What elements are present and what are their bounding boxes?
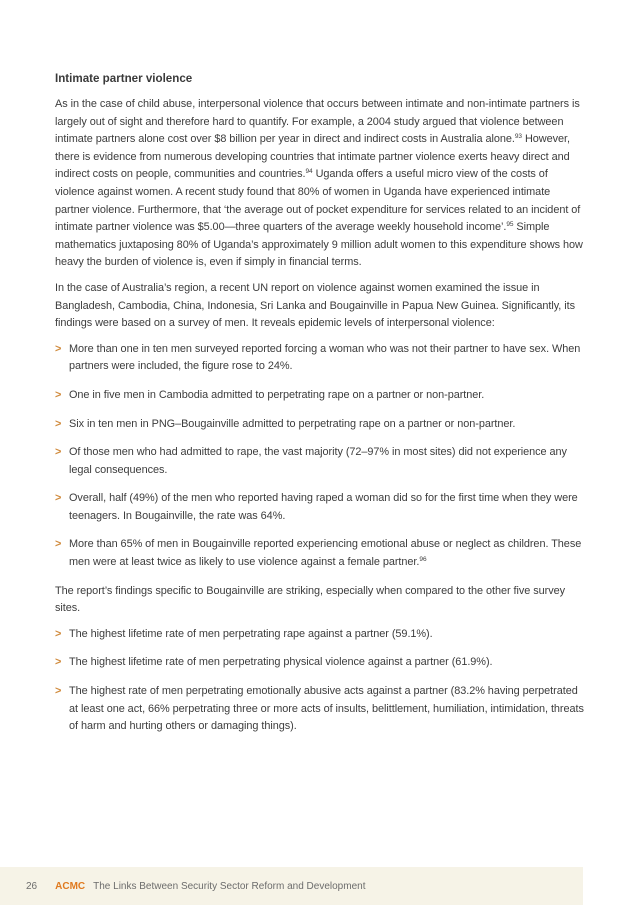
text-run: More than 65% of men in Bougainville reported experiencing emotional abuse or neglect as children. These men were at least twice as likely to use violence against a female partner. — [69, 538, 582, 569]
bullet-marker: > — [55, 685, 62, 698]
list-item — [55, 683, 585, 736]
text-run: The highest lifetime rate of men perpetrating rape against a partner (59.1%). — [69, 627, 433, 640]
bullet-marker: > — [55, 342, 62, 355]
findings-list — [55, 341, 585, 572]
page-number: 26 — [26, 880, 38, 892]
text-run: One in five men in Cambodia admitted to perpetrating rape on a partner or non-partner. — [69, 388, 485, 401]
text-run: The report’s findings specific to Bougainville are striking, especially when compared to the other five survey sites. — [55, 584, 566, 615]
paragraph-bougainville — [55, 583, 585, 618]
text-run: The highest rate of men perpetrating emotionally abusive acts against a partner (83.2% having perpetrated at least one act, 66% perpetrating three or more acts of insults, belittlement, humiliation, intimidation, threats of harm and hurting others or damaging things). — [69, 685, 584, 733]
bougainville-findings-list — [55, 626, 585, 736]
bullet-marker: > — [55, 388, 62, 401]
list-item — [55, 341, 585, 376]
text-run: Six in ten men in PNG–Bougainville admitted to perpetrating rape on a partner or non-partner. — [69, 417, 516, 430]
footnote-ref: 93 — [514, 133, 522, 141]
bullet-marker: > — [55, 656, 62, 669]
list-item — [55, 387, 585, 405]
text-run: Uganda offers a useful micro view of the costs of violence against women. A recent study found that 80% of women in Uganda have experienced intimate partner violence. Furthermore, that ‘the average out of pocket expenditure for services related to an incident of intimate partner violence was $5.00—three quarters of the average weekly household income’. — [55, 168, 581, 234]
list-item — [55, 654, 585, 672]
paragraph-costs — [55, 96, 585, 272]
list-item — [55, 536, 585, 571]
bullet-marker: > — [55, 446, 62, 459]
text-run: The highest lifetime rate of men perpetrating physical violence against a partner (61.9%). — [69, 656, 493, 669]
list-item — [55, 626, 585, 644]
text-run: As in the case of child abuse, interpersonal violence that occurs between intimate and non-intimate partners is largely out of sight and therefore hard to quantify. For example, a 2004 study argued that violence between intimate partners alone cost over $8 billion per year in direct and indirect costs in Australia alone. — [55, 98, 580, 146]
bullet-marker: > — [55, 538, 62, 551]
bullet-marker: > — [55, 627, 62, 640]
list-item — [55, 490, 585, 525]
bullet-marker: > — [55, 492, 62, 505]
main-content — [55, 70, 585, 747]
text-run: However, there is evidence from numerous developing countries that intimate partner violence exerts heavy direct and indirect costs on people, communities and countries. — [55, 133, 570, 181]
bullet-marker: > — [55, 417, 62, 430]
footnote-ref: 94 — [305, 168, 313, 176]
text-run: More than one in ten men surveyed reported forcing a woman who was not their partner to have sex. When partners were included, the figure rose to 24%. — [69, 342, 581, 373]
footer-org: ACMC — [55, 880, 86, 892]
footnote-ref: 96 — [419, 556, 427, 564]
text-run: Overall, half (49%) of the men who reported having raped a woman did so for the first time when they were teenagers. In Bougainville, the rate was 64%. — [69, 492, 578, 522]
footnote-ref: 95 — [506, 221, 514, 229]
section-heading: Intimate partner violence — [55, 72, 193, 85]
text-run: In the case of Australia’s region, a recent UN report on violence against women examined the issue in Bangladesh, Cambodia, China, Indonesia, Sri Lanka and Bougainville in Papua New Guinea. Significantly, its findings were based on a survey of men. It reveals epidemic levels of interpersonal violence: — [55, 281, 575, 330]
text-run: Simple mathematics juxtaposing 80% of Uganda’s approximately 9 million adult women to this expenditure shows how heavy the burden of violence is, even if simply in financial terms. — [55, 221, 583, 269]
page-footer — [0, 867, 583, 905]
text-run: Of those men who had admitted to rape, the vast majority (72–97% in most sites) did not experience any legal consequences. — [69, 446, 567, 476]
list-item — [55, 444, 585, 479]
footer-title: The Links Between Security Sector Reform and Development — [93, 880, 366, 892]
list-item — [55, 416, 585, 434]
paragraph-un-report — [55, 280, 585, 333]
